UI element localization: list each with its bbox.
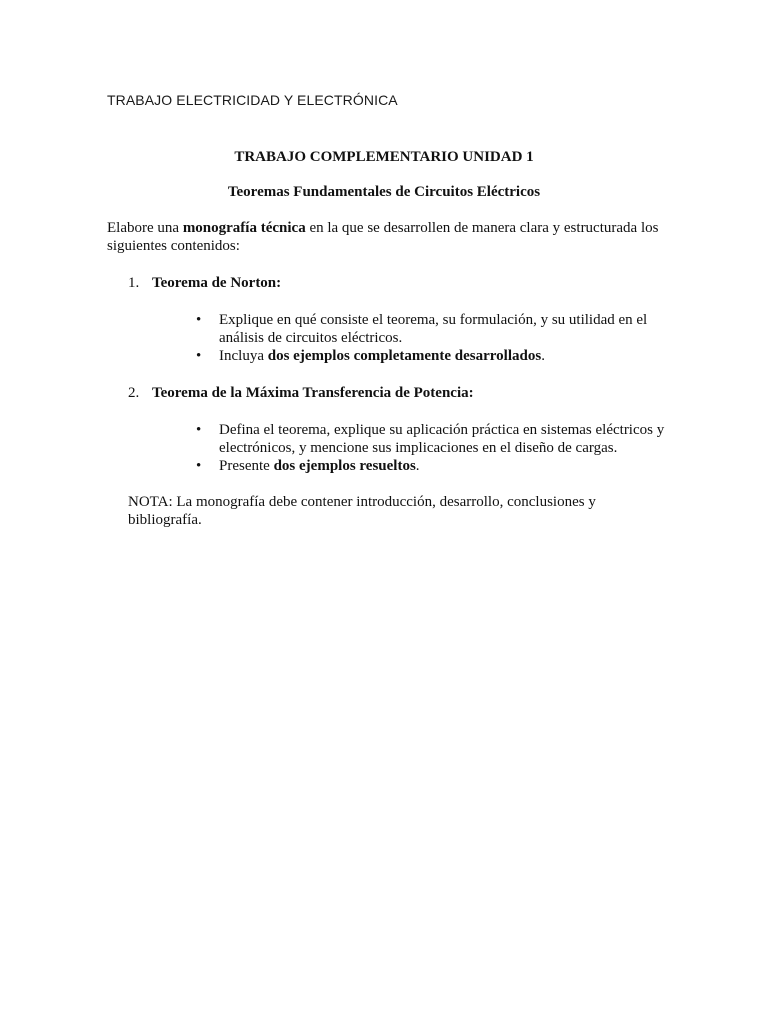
section-number: 1. <box>128 275 140 291</box>
document-subtitle: Teoremas Fundamentales de Circuitos Eléctricos <box>227 184 541 200</box>
document-title: TRABAJO COMPLEMENTARIO UNIDAD 1 <box>234 149 534 165</box>
list-item-text: Defina el teorema, explique su aplicación práctica en sistemas eléctricos y electrónicos, y mencione sus implicaciones en el diseño de cargas. <box>219 422 665 456</box>
document-header: TRABAJO ELECTRICIDAD Y ELECTRÓNICA <box>107 92 398 108</box>
section-title: Teorema de Norton: <box>152 275 282 291</box>
list-item-text-end: . <box>541 348 545 364</box>
section-heading-max-power <box>128 384 474 402</box>
bullet-icon: • <box>196 348 202 364</box>
list-item-text: Incluya <box>219 348 268 364</box>
bullet-icon: • <box>196 312 202 328</box>
norton-bullet-list <box>196 311 666 365</box>
bullet-icon: • <box>196 422 202 438</box>
list-item-text: Explique en qué consiste el teorema, su formulación, y su utilidad en el análisis de circuitos eléctricos. <box>219 312 648 346</box>
intro-bold-text: monografía técnica <box>182 220 306 236</box>
list-item <box>196 457 666 475</box>
max-power-bullet-list <box>196 421 666 475</box>
list-item-bold-text: dos ejemplos resueltos <box>273 458 416 474</box>
intro-text: Elabore una <box>107 220 183 236</box>
list-item <box>196 421 666 457</box>
list-item <box>196 347 666 365</box>
section-heading-norton <box>128 274 281 292</box>
bullet-icon: • <box>196 458 202 474</box>
list-item-bold-text: dos ejemplos completamente desarrollados <box>267 348 542 364</box>
section-title: Teorema de la Máxima Transferencia de Potencia: <box>152 385 474 401</box>
section-number: 2. <box>128 385 140 401</box>
list-item-text: Presente <box>219 458 274 474</box>
list-item <box>196 311 666 347</box>
intro-text-continued: en la que se desarrollen de manera clara y estructurada los siguientes contenidos: <box>107 220 659 254</box>
intro-paragraph <box>107 219 667 255</box>
note-paragraph: NOTA: La monografía debe contener introducción, desarrollo, conclusiones y bibliografía. <box>128 494 596 528</box>
list-item-text-end: . <box>415 458 420 474</box>
